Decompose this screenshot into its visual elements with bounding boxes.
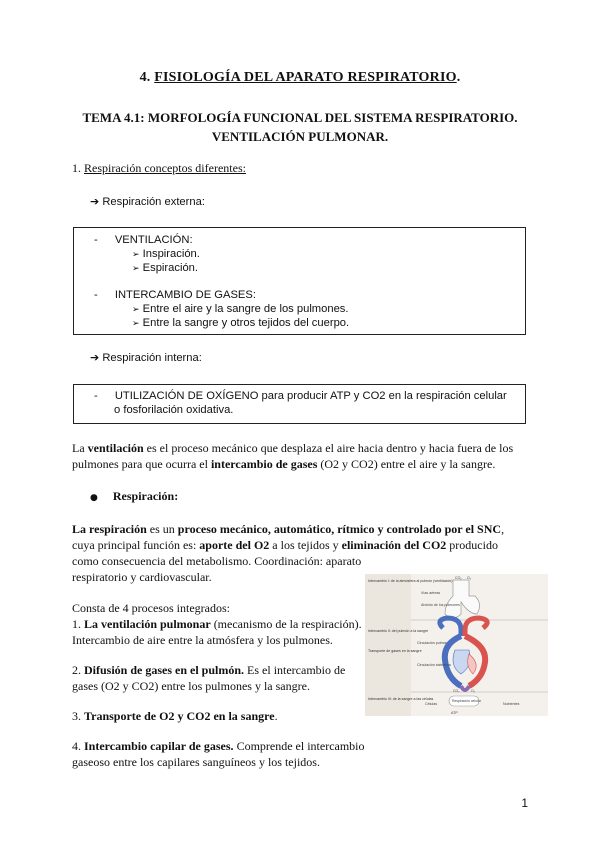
title-number: 4.	[139, 70, 151, 85]
internal-respiration-label: ➔ Respiración interna:	[90, 351, 202, 364]
processes-intro: Consta de 4 procesos integrados:	[72, 601, 230, 615]
figure-label-systemic: Circulación sistémica	[417, 663, 451, 667]
svg-text:O₂: O₂	[467, 576, 472, 580]
process-4: 4. Intercambio capilar de gases. Comprende el intercambio	[72, 739, 365, 753]
triangle-bullet-icon: ➢	[132, 250, 140, 260]
figure-label-exchange-2: Intercambio II: del pulmón a la sangre	[368, 629, 429, 633]
figure-label-airways: Vías aéreas	[421, 591, 441, 595]
svg-text:CO₂: CO₂	[453, 689, 460, 693]
processes-list: Consta de 4 procesos integrados: 1. La ventilación pulmonar (mecanismo de la respiración). Intercambio de aire entre la atmósfera y los pulmones. 2. Difusión de gases en el pulmón. Es el intercambio de gases (O2 y CO2) entre los pulmones y la sangre. 3. Transporte de O2 y CO2 en la sangre. 4. Intercambio capilar de gases. Comprende el intercambio gaseoso entre los capilares sanguíneos y los tejidos.	[72, 601, 365, 769]
title-period: .	[456, 70, 461, 85]
topic-line-1: TEMA 4.1: MORFOLOGÍA FUNCIONAL DEL SISTEMA RESPIRATORIO.	[82, 110, 518, 125]
arrow-right-icon: ➔	[90, 195, 100, 208]
figure-label-exchange-1: Intercambio I: de la atmósfera al pulmón (ventilación)	[368, 579, 453, 583]
topic-heading	[40, 108, 560, 146]
triangle-bullet-icon: ➢	[132, 305, 140, 315]
process-1: 1. La ventilación pulmonar (mecanismo de la respiración).	[72, 617, 362, 631]
internal-respiration-box: - UTILIZACIÓN DE OXÍGENO para producir ATP y CO2 en la respiración celular o fosforilación oxidativa.	[73, 384, 526, 424]
title-text: FISIOLOGÍA DEL APARATO RESPIRATORIO	[154, 70, 457, 85]
list-item: ➢ Entre el aire y la sangre de los pulmones.	[132, 303, 349, 315]
topic-line-2: VENTILACIÓN PULMONAR.	[211, 129, 389, 144]
figure-label-nutrients: Nutrientes	[503, 702, 520, 706]
page-number: 1	[521, 796, 528, 810]
internal-box-line-2: o fosforilación oxidativa.	[114, 404, 234, 416]
external-respiration-box	[73, 227, 526, 335]
svg-text:ATP: ATP	[451, 711, 458, 715]
exchange-title: - INTERCAMBIO DE GASES:	[94, 289, 256, 301]
svg-text:CO₂: CO₂	[455, 576, 462, 580]
ventilation-paragraph: La ventilación es el proceso mecánico que desplaza el aire hacia dentro y hacia fuera de los pulmones para que ocurra el intercambio de gases (O2 y CO2) entre el aire y la sangre.	[72, 441, 514, 471]
internal-box-line-1: UTILIZACIÓN DE OXÍGENO para producir ATP y CO2 en la respiración celular	[114, 390, 507, 402]
respiration-paragraph: La respiración es un proceso mecánico, automático, rítmico y controlado por el SNC, cuya principal función es: aporte del O2 a los tejidos y eliminación del CO2 producido como consecuencia del metabolismo. Coordinación: aparato respiratorio y cardiovascular.	[72, 522, 505, 584]
triangle-bullet-icon: ➢	[132, 319, 140, 329]
figure-label-cellular-respiration: Respiración celular	[452, 699, 481, 703]
list-item: ➢ Espiración.	[132, 262, 198, 274]
bullet-dot-icon: ●	[90, 493, 98, 503]
figure-label-cells: Células	[425, 702, 437, 706]
triangle-bullet-icon: ➢	[132, 264, 140, 274]
svg-text:O₂: O₂	[471, 689, 475, 693]
figure-label-transport: Transporte de gases en la sangre	[368, 649, 422, 653]
list-item: ➢ Inspiración.	[132, 248, 200, 260]
figure-label-alveoli: Alvéolo de los pulmones	[421, 603, 460, 607]
process-3: 3. Transporte de O2 y CO2 en la sangre.	[72, 709, 278, 723]
figure-label-exchange-3: Intercambio III: de la sangre a las células	[368, 697, 434, 701]
ventilation-title: - VENTILACIÓN:	[94, 234, 193, 246]
process-2: 2. Difusión de gases en el pulmón. Es el intercambio de	[72, 663, 346, 677]
section-1-heading: 1. Respiración conceptos diferentes:	[72, 161, 246, 175]
external-respiration-label: ➔ Respiración externa:	[90, 195, 205, 208]
page-title	[0, 70, 600, 86]
respiration-figure	[365, 574, 548, 716]
arrow-right-icon: ➔	[90, 351, 100, 364]
list-item: ➢ Entre la sangre y otros tejidos del cuerpo.	[132, 317, 350, 329]
respiration-bullet: ● Respiración:	[90, 489, 179, 503]
figure-label-pulmonary: Circulación pulmonar	[417, 641, 451, 645]
section-1-title: Respiración conceptos diferentes:	[84, 161, 246, 175]
